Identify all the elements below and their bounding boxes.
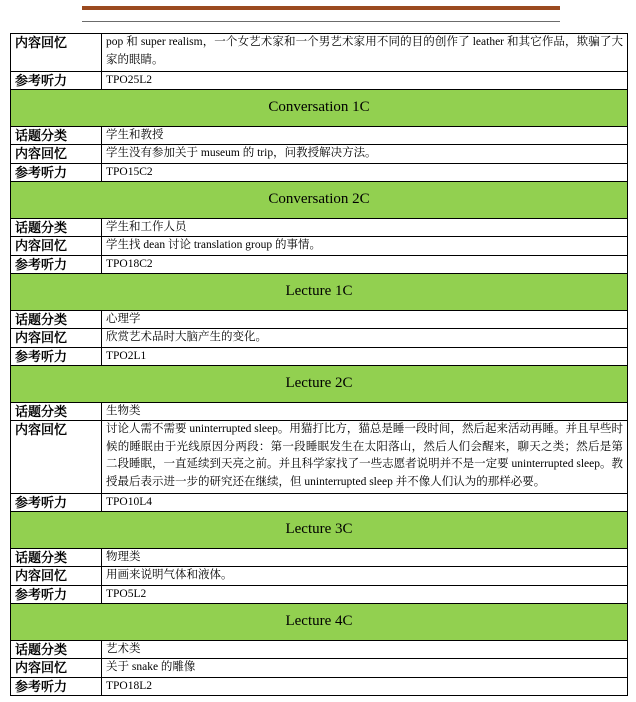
content-label: 内容回忆 <box>11 34 102 72</box>
content-row <box>11 145 628 164</box>
reference-value: TPO18C2 <box>102 255 628 274</box>
reference-row <box>11 163 628 182</box>
section-header-lecture-1c <box>11 274 628 311</box>
reference-label: 参考听力 <box>11 677 102 696</box>
section-header-lecture-3c <box>11 512 628 549</box>
content-row <box>11 567 628 586</box>
topic-row <box>11 402 628 421</box>
topic-value: 心理学 <box>102 310 628 329</box>
content-value: 关于 snake 的雕像 <box>102 659 628 678</box>
topic-label: 话题分类 <box>11 310 102 329</box>
section-header-lecture-4c <box>11 604 628 641</box>
content-row <box>11 659 628 678</box>
topic-row <box>11 548 628 567</box>
intro-reference-value: TPO25L2 <box>102 71 628 90</box>
content-label: 内容回忆 <box>11 237 102 256</box>
section-title: Conversation 1C <box>11 90 628 127</box>
section-header-lecture-2c <box>11 366 628 403</box>
section-title: Lecture 4C <box>11 604 628 641</box>
section-header-conversation-2c <box>11 182 628 219</box>
reference-label: 参考听力 <box>11 585 102 604</box>
reference-value: TPO10L4 <box>102 493 628 512</box>
topic-row <box>11 126 628 145</box>
topic-label: 话题分类 <box>11 548 102 567</box>
content-row <box>11 421 628 494</box>
reference-value: TPO15C2 <box>102 163 628 182</box>
content-value: 学生找 dean 讨论 translation group 的事情。 <box>102 237 628 256</box>
content-row <box>11 237 628 256</box>
reference-label: 参考听力 <box>11 347 102 366</box>
reference-row <box>11 585 628 604</box>
header-rule-thin <box>82 21 560 22</box>
reference-row <box>11 347 628 366</box>
content-value: 讨论人需不需要 uninterrupted sleep。用猫打比方，猫总是睡一段时间，然后起来活动再睡。并且早些时候的睡眠由于光线原因分两段：第一段睡眠发生在太阳落山，然后人们会醒来，聊天之类；然后是第二段睡眠，一直延续到天亮之前。并且科学家找了一些志愿者说明并不是一定要 uninterrupted sleep。教授最后表示进一步的研究还在继续，但 uninterrupted sleep 并不像人们认为的那样必要。 <box>102 421 628 494</box>
section-title: Conversation 2C <box>11 182 628 219</box>
content-label: 内容回忆 <box>11 145 102 164</box>
topic-value: 生物类 <box>102 402 628 421</box>
reference-row <box>11 493 628 512</box>
intro-content-row <box>11 34 628 72</box>
topic-value: 学生和教授 <box>102 126 628 145</box>
topic-label: 话题分类 <box>11 402 102 421</box>
content-label: 内容回忆 <box>11 659 102 678</box>
content-label: 内容回忆 <box>11 567 102 586</box>
reference-row <box>11 677 628 696</box>
reference-value: TPO5L2 <box>102 585 628 604</box>
intro-reference-row <box>11 71 628 90</box>
content-row <box>11 329 628 348</box>
section-title: Lecture 2C <box>11 366 628 403</box>
topic-row <box>11 640 628 659</box>
section-header-conversation-1c <box>11 90 628 127</box>
reference-value: TPO2L1 <box>102 347 628 366</box>
reference-label: 参考听力 <box>11 255 102 274</box>
content-value: 用画来说明气体和液体。 <box>102 567 628 586</box>
reference-value: TPO18L2 <box>102 677 628 696</box>
section-title: Lecture 1C <box>11 274 628 311</box>
reference-label: 参考听力 <box>11 493 102 512</box>
header-rule-thick <box>82 6 560 10</box>
content-label: 内容回忆 <box>11 421 102 494</box>
reference-label: 参考听力 <box>11 71 102 90</box>
content-label: 内容回忆 <box>11 329 102 348</box>
intro-content-value: pop 和 super realism，一个女艺术家和一个男艺术家用不同的目的创作了 leather 和其它作品，欺骗了大家的眼睛。 <box>102 34 628 72</box>
topic-label: 话题分类 <box>11 126 102 145</box>
topic-value: 学生和工作人员 <box>102 218 628 237</box>
topic-value: 物理类 <box>102 548 628 567</box>
reference-label: 参考听力 <box>11 163 102 182</box>
reference-row <box>11 255 628 274</box>
listening-review-table <box>10 33 628 696</box>
topic-value: 艺术类 <box>102 640 628 659</box>
content-value: 学生没有参加关于 museum 的 trip，问教授解决方法。 <box>102 145 628 164</box>
topic-label: 话题分类 <box>11 218 102 237</box>
topic-label: 话题分类 <box>11 640 102 659</box>
content-value: 欣赏艺术品时大脑产生的变化。 <box>102 329 628 348</box>
section-title: Lecture 3C <box>11 512 628 549</box>
topic-row <box>11 310 628 329</box>
topic-row <box>11 218 628 237</box>
